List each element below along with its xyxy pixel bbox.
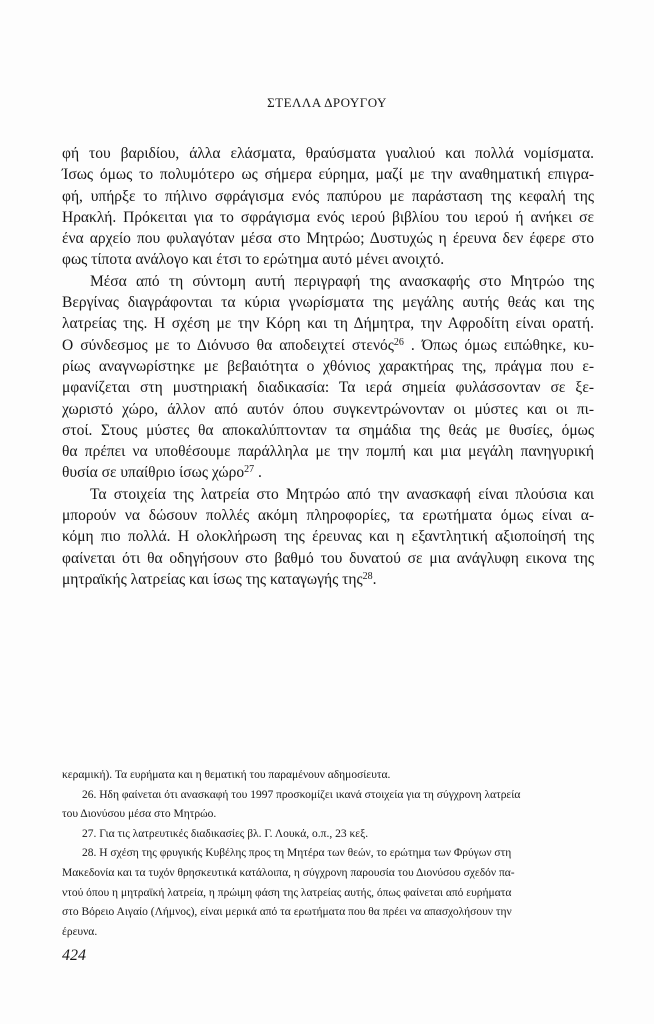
text-line: Ηρακλή. Πρόκειται για το σφράγισμα ενός ιερού βιβλίου του ιερού ή ανήκει σε	[62, 208, 594, 226]
footnote-25-continuation: κεραμική). Τα ευρήματα και η θεματική του παραμένουν αδημοσίευτα.	[62, 769, 391, 781]
text-segment: .	[372, 570, 377, 588]
text-line: θα πρέπει να υποθέσουμε παράλληλα με την πομπή και μια μεγάλη πανηγυρική	[62, 443, 594, 461]
text-line: φως τίποτα ανάλογο και έτσι το ερώτημα αυτό μένει ανοιχτό.	[62, 251, 445, 269]
footnote-26: 26. Ηδη φαίνεται ότι ανασκαφή του 1997 προσκομίζει ικανά στοιχεία για τη σύγχρονη λατρεία	[82, 788, 521, 801]
paragraph-1	[62, 143, 594, 271]
text-line: φή, υπήρξε το πήλινο σφράγισμα ενός παπύρου με παράσταση της κεφαλή της	[62, 187, 594, 205]
text-line-with-ref	[62, 569, 594, 590]
text-line: στοί. Στους μύστες θα αποκαλύπτονταν τα σημάδια της θεάς με θυσίες, όμως	[62, 421, 594, 439]
text-segment: μητραϊκής λατρείας και ίσως της καταγωγής της	[62, 570, 363, 588]
text-line: κόμη πιο πολλά. Η ολοκλήρωση της έρευνας και η εξαντλητική αξιοποίησή της	[62, 528, 594, 546]
page-number: 424	[62, 947, 86, 964]
footnote-ref-26: 26	[393, 336, 404, 348]
text-line: μφανίζεται στη μυστηριακή διαδικασία: Τα ιερά σημεία φυλάσσονταν σε ξε-	[62, 379, 594, 397]
footnote-28-line: έρευνα.	[62, 925, 98, 938]
text-segment: . Όπως όμως ειπώθηκε, κυ-	[403, 336, 594, 354]
text-line-with-ref	[62, 335, 594, 356]
footnote-ref-28: 28	[362, 570, 373, 582]
main-text	[62, 143, 594, 590]
text-line: Βεργίνας διαγράφονται τα κύρια γνωρίσματα της μεγάλης αυτής θεάς και της	[62, 294, 594, 312]
text-segment: .	[254, 464, 262, 482]
running-head: ΣΤΕΛΛΑ ΔΡΟΥΓΟΥ	[267, 95, 387, 110]
text-line: Μέσα από τη σύντομη αυτή περιγραφή της ανασκαφής στο Μητρώο της	[90, 272, 594, 290]
footnote-26-line: του Διονύσου μέσα στο Μητρώο.	[62, 808, 217, 821]
text-segment: Ο σύνδεσμος με το Διόνυσο θα αποδειχτεί στενός	[62, 336, 394, 354]
footnote-28: 28. Η σχέση της φρυγικής Κυβέλης προς τη Μητέρα των θεών, το ερώτημα των Φρύγων στη	[82, 847, 512, 860]
text-line: φαίνεται ότι θα οδηγήσουν στο βαθμό του δυνατού σε μια ανάγλυφη εικονα της	[62, 549, 594, 567]
text-line: χωριστό χώρο, άλλον από αυτόν όπου συγκεντρώνονταν οι μύστες και οι πι-	[62, 400, 594, 418]
footnote-28-line: στο Βόρειο Αιγαίο (Λήμνος), είναι μερικά από τα ερωτήματα που θα πρέει να απασχολήσουν την	[62, 906, 512, 919]
footnotes	[62, 766, 594, 942]
text-line: ένα αρχείο που φυλαγόταν μέσα στο Μητρώο; Δυστυχώς η έρευνα δεν έφερε στο	[62, 230, 594, 248]
footnote-ref-27: 27	[244, 464, 255, 476]
text-line: φή του βαριδίου, άλλα ελάσματα, θραύσματα γυαλιού και πολλά νομίσματα.	[62, 145, 594, 162]
text-line: λατρείας της. Η σχέση με την Κόρη και τη Δήμητρα, την Αφροδίτη είναι ορατή.	[62, 315, 594, 333]
text-line-with-ref	[62, 462, 594, 483]
text-line: μπορούν να δώσουν πολλές ακόμη πληροφορίες, τα ερωτήματα όμως είναι α-	[62, 507, 594, 525]
paragraph-3	[62, 484, 594, 590]
text-line: Τα στοιχεία της λατρεία στο Μητρώο από την ανασκαφή είναι πλούσια και	[90, 485, 594, 503]
text-line: Ίσως όμως το πολυμότερο ως σήμερα εύρημα, μαζί με την αναθηματική επιγρα-	[62, 166, 594, 184]
text-line: ρίως αναγνωρίστηκε με βεβαιότητα ο χθόνιος χαρακτήρας της, πράγμα που ε-	[62, 357, 594, 375]
footnote-28-line: ντού όπου η μητραϊκή λατρεία, η πρώιμη φάση της λατρείας αυτής, όπως φαίνεται από ευρήματα	[62, 886, 512, 899]
text-segment: θυσία σε υπαίθριο ίσως χώρο	[62, 464, 245, 482]
footnote-27: 27. Για τις λατρευτικές διαδικασίες βλ. Γ. Λουκά, ο.π., 23 κεξ.	[82, 827, 369, 840]
footnote-28-line: Μακεδονία και τα τυχόν θρησκευτικά κατάλοιπα, η σύγχρονη παρουσία του Διονύσου σχεδόν πα-	[62, 866, 515, 879]
paragraph-2	[62, 271, 594, 484]
